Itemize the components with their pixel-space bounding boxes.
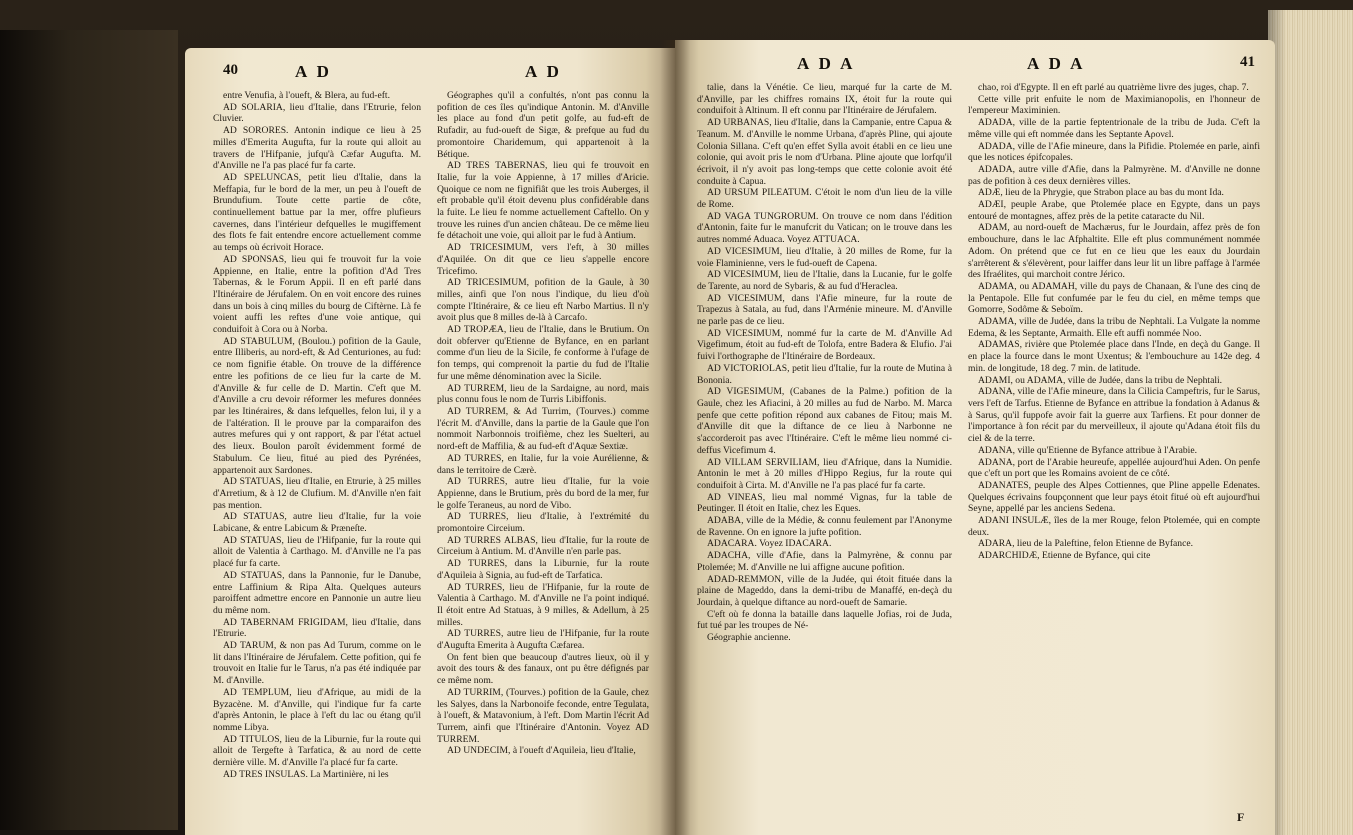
entry-paragraph: ADAMA, ville de Judée, dans la tribu de Nephtali. La Vulgate la nomme Edema, & les Septante, Armaith. Elle eft auffi nommée Noo. <box>968 316 1260 339</box>
entry-paragraph: ADACARA. Voyez IDACARA. <box>707 538 832 550</box>
entry-paragraph: AD VICESIMUM, dans l'Afie mineure, fur la route de Trapezus à Satala, au fud, dans l'Arménie mineure. M. d'Anville ne parle pas de ce lieu. <box>697 292 952 328</box>
entry-paragraph: AD SPELUNCAS, petit lieu d'Italie, dans la Meffapia, fur le bord de la mer, un peu à l'oueft de Brundufium. Toute cette partie de côte, continuellement battue par la mer, offre plufieurs cavernes, dans l'intérieur defquelles le mugiffement des flots fe fait entendre encore actuellement comme au temps où écrivoit Horace. <box>213 171 421 254</box>
entry-paragraph: AD TRES INSULAS. La Martinière, ni les <box>223 768 389 780</box>
entry-paragraph: AD TURRES, lieu d'Italie, à l'extrémité du promontoire Circeium. <box>437 511 649 535</box>
text-column-left <box>697 82 952 644</box>
running-head: A D <box>295 62 332 81</box>
text-column-right <box>968 82 1260 562</box>
entry-paragraph: Géographie ancienne. <box>707 632 791 644</box>
entry-paragraph: AD TURREM, lieu de la Sardaigne, au nord, mais plus connu fous le nom de Turris Libiffonis. <box>437 382 649 406</box>
entry-paragraph: AD VICESIMUM, lieu d'Italie, à 20 milles de Rome, fur la voie Flaminienne, vers le fud-oueft de Capena. <box>697 245 952 269</box>
entry-paragraph: AD TURRES, dans la Liburnie, fur la route d'Aquileia à Signia, au fud-eft de Tarfatica. <box>437 558 649 581</box>
entry-paragraph: ADARA, lieu de la Paleftine, felon Etienne de Byfance. <box>978 538 1193 550</box>
entry-paragraph: AD STATUAS, lieu d'Italie, en Etrurie, à 25 milles d'Arretium, & à 12 de Clufium. M. d'Anville n'en fait pas mention. <box>213 476 421 511</box>
entry-paragraph: ADANATES, peuple des Alpes Cottiennes, que Pline appelle Edenates. Quelques écrivains foupçonnent que leur pays étoit fitué où eft aujourd'hui Seyne, appellé par les anciens Sedena. <box>968 479 1260 515</box>
entry-paragraph: AD TURRIM, (Tourves.) pofition de la Gaule, chez les Salyes, dans la Narbonoife feconde, entre Tegulata, à l'oueft, & Matavonium, à l'eft. Dom Martin l'écrit Ad Turrem, ainfi que l'Itinéraire d'Antonin. Voyez AD TURREM. <box>437 686 649 745</box>
entry-paragraph: Géographes qu'il a confultés, n'ont pas connu la pofition de ces îles qu'indique Antonin. M. d'Anville les place au fond d'un petit golfe, au fud-eft de Rufadir, au fud-oueft de Sigæ, & prefque au fud du promontoire Charidemum, qui appartenoit à la Bétique. <box>437 90 649 160</box>
entry-paragraph: AD VILLAM SERVILIAM, lieu d'Afrique, dans la Numidie. Antonin le met à 20 milles d'Hippo Regius, fur la route qui conduifoit à Cirta. M. d'Anville ne l'a pas placé fur fa carte. <box>697 456 952 491</box>
entry-paragraph: ADANI INSULÆ, îles de la mer Rouge, felon Ptolemée, qui en compte deux. <box>968 515 1260 538</box>
entry-paragraph: AD TARUM, & non pas Ad Turum, comme on le lit dans l'Itinéraire de Jérufalem. Cette pofition, qui fe trouvoit en Italie fur le Tarus, n'a pas été indiquée par M. d'Anville. <box>213 640 421 687</box>
entry-paragraph: AD TRICESIMUM, vers l'eft, à 30 milles d'Aquilée. On dit que ce lieu s'appelle encore Tricefimo. <box>437 242 649 277</box>
entry-paragraph: AD TURREM, & Ad Turrim, (Tourves.) comme l'écrit M. d'Anville, dans la partie de la Gaule que l'on nommoit Narbonnois troifième, chez les Suelteri, au nord-eft de Maffilia, & au fud-eft d'Aquæ Sextiæ. <box>437 405 649 453</box>
entry-paragraph: chao, roi d'Egypte. Il en eft parlé au quatrième livre des juges, chap. 7. <box>978 82 1249 93</box>
entry-paragraph: C'eft où fe donna la bataille dans laquelle Jofias, roi de Juda, fut tué par les troupes de Né- <box>697 608 952 632</box>
entry-paragraph: ADAMA, ou ADAMAH, ville du pays de Chanaan, & l'une des cinq de la Pentapole. Elle fut confumée par le feu du ciel, en même temps que Gomorre, Sodôme & Seboïm. <box>968 280 1260 316</box>
entry-paragraph: ADAMI, ou ADAMA, ville de Judée, dans la tribu de Nephtali. <box>978 374 1223 386</box>
entry-paragraph: ADADA, ville de l'Afie mineure, dans la Pifidie. Ptolemée en parle, ainfi que les notices épifcopales. <box>968 140 1260 164</box>
entry-paragraph: ADABA, ville de la Médie, & connu feulement par l'Anonyme de Ravenne. On en ignore la jufte pofition. <box>697 515 952 538</box>
entry-paragraph: AD SOLARIA, lieu d'Italie, dans l'Etrurie, felon Cluvier. <box>213 101 421 125</box>
right-page-header <box>675 54 1275 78</box>
entry-paragraph: AD TURRES, en Italie, fur la voie Aurélienne, & dans le territoire de Cærè. <box>437 452 649 476</box>
entry-paragraph: AD TURRES, autre lieu de l'Hifpanie, fur la route d'Augufta Emerita à Augufta Cæfarea. <box>437 628 649 652</box>
text-column-left <box>213 90 421 780</box>
entry-paragraph: ADACHA, ville d'Afie, dans la Palmyrène, & connu par Ptolemée; M. d'Anville ne lui affigne aucune pofition. <box>697 550 952 573</box>
entry-paragraph: ADARCHIDÆ, Etienne de Byfance, qui cite <box>978 550 1151 562</box>
entry-paragraph: AD UNDECIM, à l'oueft d'Aquileia, lieu d'Italie, <box>447 745 636 757</box>
entry-paragraph: ADANA, ville qu'Etienne de Byfance attribue à l'Arabie. <box>978 444 1197 456</box>
entry-paragraph: AD TRICESIMUM, pofition de la Gaule, à 30 milles, ainfi que l'on nous l'indique, du lieu d'où compte l'Itinéraire, & ce lieu eft Narbo Martius. Il n'y avoit plus que 8 milles de-là à Carcafo. <box>437 277 649 324</box>
entry-paragraph: AD VINEAS, lieu mal nommé Vignas, fur la table de Peutinger. Il étoit en Italie, chez les Eques. <box>697 491 952 515</box>
entry-paragraph: AD TURRES ALBAS, lieu d'Italie, fur la route de Circeium à Antium. M. d'Anville n'en parle pas. <box>437 534 649 558</box>
entry-paragraph: AD STATUAS, lieu de l'Hifpanie, fur la route qui alloit de Valentia à Carthago. M. d'Anville ne l'a pas placé fur fa carte. <box>213 534 421 570</box>
text-column-right <box>437 90 649 757</box>
entry-paragraph: AD TROPÆA, lieu de l'Italie, dans le Brutium. On doit obferver qu'Etienne de Byfance, en en parlant comme d'un lieu de la Sicile, fe conforme à l'ufage de fon temps, qui comprenoit la partie du fud de l'Italie fur une même dénomination avec la Sicile. <box>437 324 649 382</box>
right-page <box>675 40 1275 835</box>
entry-paragraph: AD TABERNAM FRIGIDAM, lieu d'Italie, dans l'Etrurie. <box>213 616 421 640</box>
entry-paragraph: AD VAGA TUNGRORUM. On trouve ce nom dans l'édition d'Antonin, faite fur le manufcrit du Vatican; on le trouve dans les autres nommé Aduaca. Voyez ATTUACA. <box>697 210 952 246</box>
entry-paragraph: ADAM, au nord-oueft de Machærus, fur le Jourdain, affez près de fon embouchure, dans le lac Afphaltite. Elle eft plus communément nommée Adom. On prétend que ce fut en ce lieu que les eaux du Jourdain s'arrêterent & s'élevèrent, pour laiffer dans leur lit un libre paffage à l'armée des Ifraélites, qui marchoit contre Jérico. <box>968 222 1260 281</box>
entry-paragraph: On fent bien que beaucoup d'autres lieux, où il y avoit des tours & des fanaux, ont pu être défignés par ce même nom. <box>437 651 649 687</box>
entry-paragraph: ADÆI, peuple Arabe, que Ptolemée place en Egypte, dans un pays entouré de montagnes, affez près de la petite cataracte du Nil. <box>968 199 1260 222</box>
entry-paragraph: AD VICTORIOLAS, petit lieu d'Italie, fur la route de Mutina à Bononia. <box>697 362 952 386</box>
entry-paragraph: ADAD-REMMON, ville de la Judée, qui étoit fituée dans la plaine de Mageddo, dans la demi-tribu de Manaffé, en-deçà du Jourdain, à quelque diftance au nord-oueft de Samarie. <box>697 573 952 608</box>
entry-paragraph: AD STATUAS, autre lieu d'Italie, fur la voie Labicane, & entre Labicum & Præneſte. <box>213 511 421 535</box>
entry-paragraph: entre Venufia, à l'oueft, & Blera, au fud-eft. <box>223 90 390 101</box>
entry-paragraph: Cette ville prit enfuite le nom de Maximianopolis, en l'honneur de l'empereur Maximinien. <box>968 93 1260 117</box>
entry-paragraph: AD TRES TABERNAS, lieu qui fe trouvoit en Italie, fur la voie Appienne, à 17 milles d'Aricie. Quoique ce nom ne fignifiât que les trois Auberges, il eft probable qu'il étoit devenu plus confidérable dans la fuite. Le lieu fe nomme actuellement Caftello. On y trouve les ruines d'un ancien château. De ce même lieu fe détachoit une voie, qui alloit par le fud à Antium. <box>437 160 649 242</box>
entry-paragraph: AD SORORES. Antonin indique ce lieu à 25 milles d'Emerita Augufta, fur la route qui alloit au travers de l'Hifpanie, jufqu'à Cæfar Augufta. M. d'Anville ne l'a pas placé fur fa carte. <box>213 125 421 172</box>
entry-paragraph: ADAMAS, rivière que Ptolemée place dans l'Inde, en deçà du Gange. Il en place la fource dans le mont Uxentus; & l'embouchure au 142e deg. 4 min. de longitude, 18 deg. 7 min. de latitude. <box>968 339 1260 374</box>
entry-paragraph: AD TURRES, autre lieu d'Italie, fur la voie Appienne, dans le Brutium, près du bord de la mer, fur le golfe Teraneus, au nord de Vibo. <box>437 476 649 511</box>
right-page-stack <box>1268 10 1353 835</box>
entry-paragraph: AD TURRES, lieu de l'Hifpanie, fur la route de Valentia à Carthago. M. d'Anville ne l'a point indiqué. Il étoit entre Ad Statuas, à 9 milles, & Adellum, à 25 milles. <box>437 581 649 628</box>
book-gutter <box>660 40 690 835</box>
left-page-header <box>185 62 675 86</box>
left-page <box>185 48 675 835</box>
entry-paragraph: ADADA, autre ville d'Afie, dans la Palmyrène. M. d'Anville ne donne pas de pofition à ces deux dernières villes. <box>968 163 1260 187</box>
page-number: 41 <box>1240 54 1255 70</box>
page-number: 40 <box>223 62 238 78</box>
entry-paragraph: AD VICESIMUM, nommé fur la carte de M. d'Anville Ad Vigefimum, étoit au fud-eft de Tolofa, entre Badera & Elufio. J'ai fuivi l'orthographe de l'Itinéraire de Bordeaux. <box>697 327 952 363</box>
entry-paragraph: AD TITULOS, lieu de la Liburnie, fur la route qui alloit de Tergefte à Tarfatica, & au nord de cette dernière ville. M. d'Anville l'a placé fur fa carte. <box>213 733 421 769</box>
entry-paragraph: AD TEMPLUM, lieu d'Afrique, au midi de la Byzacène. M. d'Anville, qui l'indique fur fa carte d'après Antonin, le place à l'eft du lac ou étang qu'il nomme Libya. <box>213 686 421 733</box>
entry-paragraph: ADADA, ville de la partie feptentrionale de la tribu de Juda. C'eft la même ville qui eft nommée dans les Septante Aρονεl. <box>968 117 1260 140</box>
entry-paragraph: AD STABULUM, (Boulou.) pofition de la Gaule, entre Illiberis, au nord-eft, & Ad Centuriones, au fud: ce nom fignifie étable. On trouve de la différence entre les pofitions de ce lieu fur la carte de M. d'Anville & fur celle de D. Martin. C'eft que M. d'Anville a cru devoir réformer les mefures données par les Itinéraires, & dans lefquelles, felon lui, il y a de l'altération. Il le prouve par la comparaifon des autres mefures qui y ont rapport, & par l'état actuel des lieux. Boulon paroît évidemment formé de Stabulum. Ce lieu, fitué au pied des Pyrénées, appartenoit aux Sardones. <box>213 335 421 476</box>
entry-paragraph: ADÆ, lieu de la Phrygie, que Strabon place au bas du mont Ida. <box>978 187 1224 199</box>
running-head: A D A <box>797 54 856 73</box>
running-head: A D A <box>1027 54 1086 73</box>
entry-paragraph: talie, dans la Vénétie. Ce lieu, marqué fur la carte de M. d'Anville, par les chiffres romains IX, étoit fur la route qui conduifoit à Altinum. Il eft connu par l'Itinéraire de Jérufalem. <box>697 82 952 117</box>
entry-paragraph: ADANA, port de l'Arabie heureufe, appellée aujourd'hui Aden. On penfe que c'eft un port que les Romains avoient de ce côté. <box>968 456 1260 480</box>
entry-paragraph: AD URSUM PILEATUM. C'étoit le nom d'un lieu de la ville de Rome. <box>697 187 952 211</box>
running-head: A D <box>525 62 562 81</box>
entry-paragraph: AD SPONSAS, lieu qui fe trouvoit fur la voie Appienne, en Italie, entre la pofition d'Ad Tres Tabernas, & le Forum Appii. Il en eft parlé dans l'Itinéraire de Jérufalem. On en voit encore des ruines dans un bois à cinq milles du bourg de Ciftèrne. Là fe voient auffi les reftes d'une voie antique, qui conduifoit à Cora ou à Norba. <box>213 253 421 336</box>
entry-paragraph: AD STATUAS, dans la Pannonie, fur le Danube, entre Laffinium & Ripa Alta. Quelques auteurs paroiffent admettre encore en Pannonie un autre lieu du même nom. <box>213 569 421 616</box>
left-book-edge <box>0 30 178 830</box>
entry-paragraph: AD VICESIMUM, lieu de l'Italie, dans la Lucanie, fur le golfe de Tarente, au nord de Sybaris, & au fud d'Heraclea. <box>697 269 952 292</box>
entry-paragraph: ADANA, ville de l'Afie mineure, dans la Cilicia Campeftris, fur le Sarus, vers l'eft de Tarfus. Etienne de Byfance en attribue la fondation à Adanus & à Sarus, qu'il fuppofe avoir fait la guerre aux Tarfiens. Et pour donner de l'importance à fon récit par du merveilleux, il ajoute qu'Adana étoit fils du ciel & de la terre. <box>968 386 1260 445</box>
signature-mark: F <box>1237 810 1245 824</box>
entry-paragraph: AD URBANAS, lieu d'Italie, dans la Campanie, entre Capua & Teanum. M. d'Anville le nomme Urbana, d'après Pline, qui ajoute Colonia Sillana. C'eft qu'en effet Sylla avoit établi en ce lieu une colonie, qui avoit pris le nom d'Urbana. Pline ajoute que lorfqu'il écrivoit, il n'y avoit pas long-temps que cette colonie avoit été conduite à Capua. <box>697 117 952 187</box>
entry-paragraph: AD VIGESIMUM, (Cabanes de la Palme.) pofition de la Gaule, chez les Afiacini, à 20 milles au fud de Narbo. M. Marca penfe que cette pofition répond aux cabanes de Fitou; mais M. d'Anville dit que la diftance de ce lieu à Narbonne ne s'accorderoit pas avec l'Itinéraire. C'eft le même lieu nommé ci-deffus Vicefimum 4. <box>697 386 952 456</box>
